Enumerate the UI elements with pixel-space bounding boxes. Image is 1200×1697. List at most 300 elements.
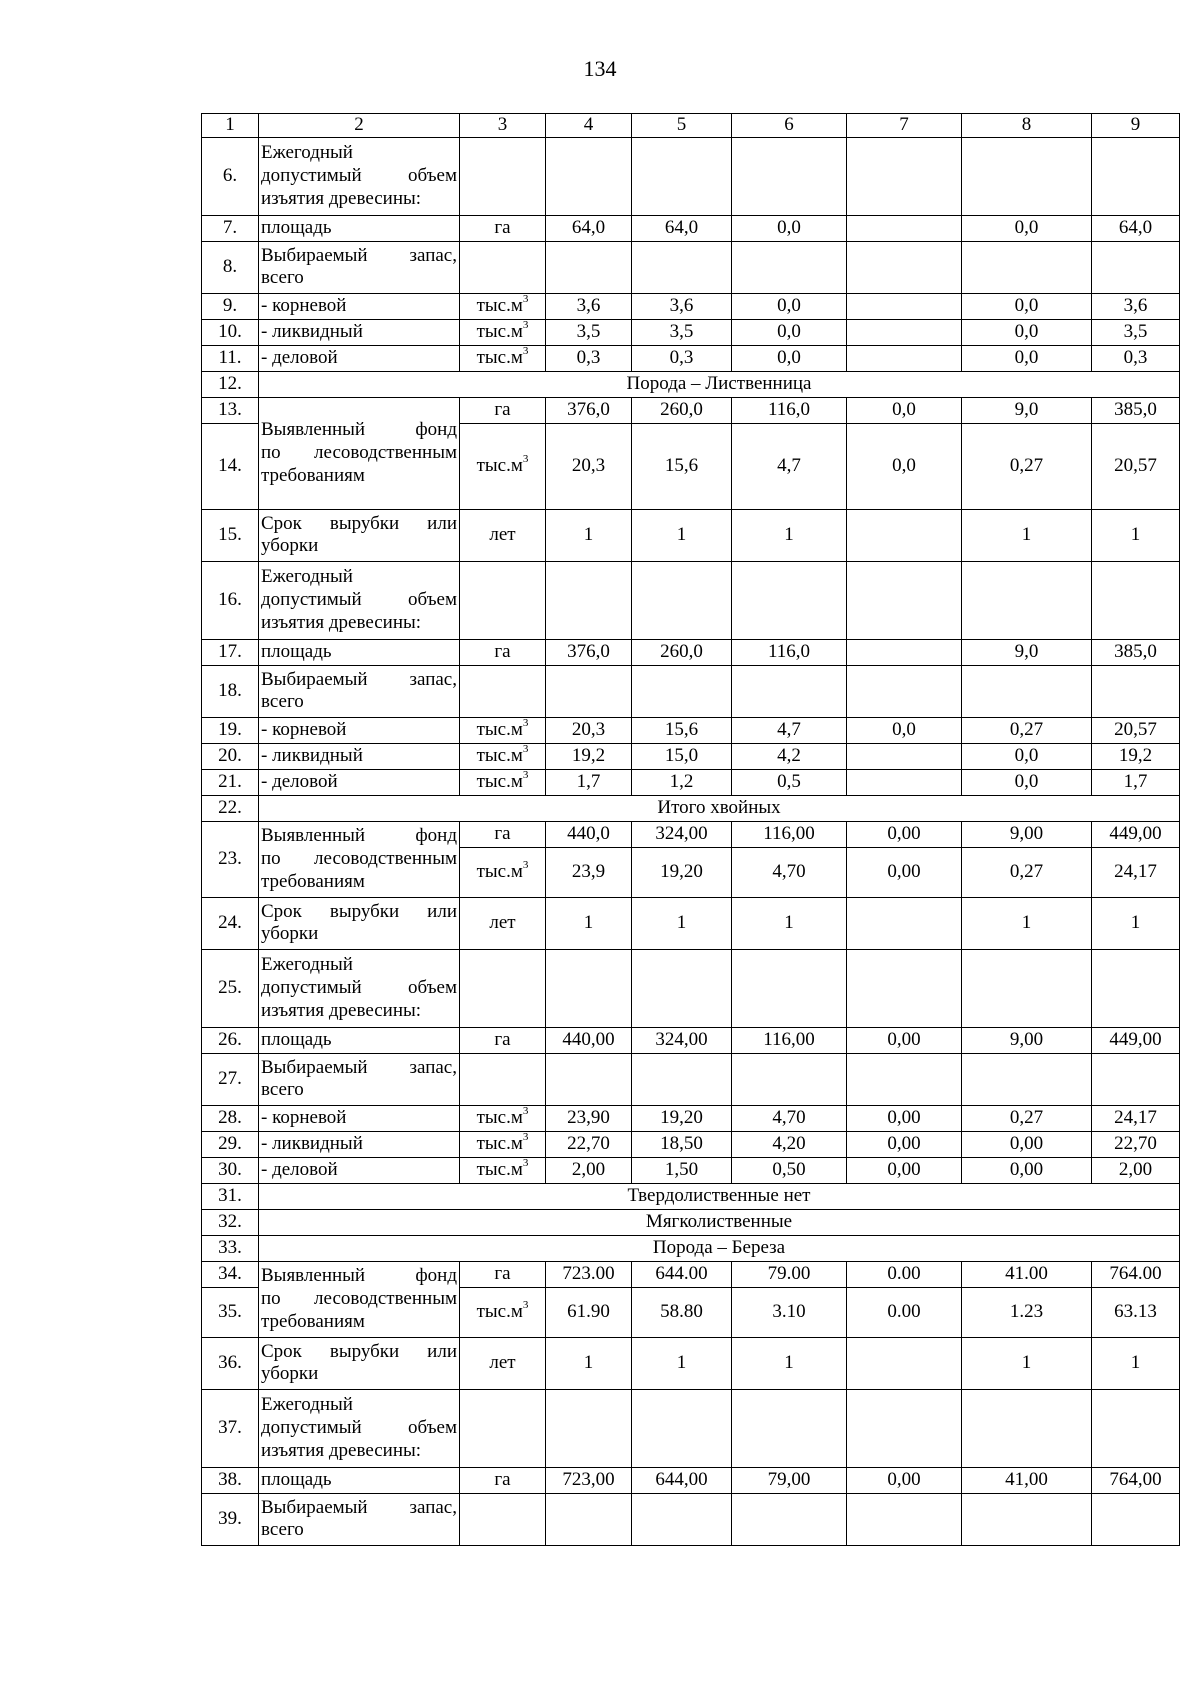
value-cell: 64,0: [1092, 215, 1180, 241]
value-cell: 0,50: [732, 1157, 847, 1183]
value-cell: [1092, 949, 1180, 1027]
value-cell: 15,6: [632, 423, 732, 509]
section-heading: Мягколиственные: [259, 1209, 1180, 1235]
row-label-line: изъятия древесины:: [261, 999, 422, 1021]
unit-cell: [460, 769, 546, 795]
value-cell: [546, 949, 632, 1027]
header-cell: 5: [632, 114, 732, 138]
value-cell: 1: [1092, 509, 1180, 561]
value-cell: 116,0: [732, 639, 847, 665]
value-cell: [546, 1493, 632, 1545]
row-label-line: Выбираемый запас,: [261, 668, 457, 690]
unit-text: тыс.м: [476, 320, 523, 342]
value-cell: [847, 509, 962, 561]
value-cell: 644.00: [632, 1261, 732, 1287]
value-cell: 0,3: [546, 345, 632, 371]
value-cell: 2,00: [1092, 1157, 1180, 1183]
row-label-line: Срок вырубки или: [261, 900, 457, 922]
value-cell: [732, 1053, 847, 1105]
value-cell: [847, 345, 962, 371]
row-label: [259, 1493, 460, 1545]
row-number: 39.: [202, 1493, 259, 1545]
unit-cell: [460, 1157, 546, 1183]
row-number: 23.: [202, 821, 259, 897]
table-row: [202, 1131, 1180, 1157]
row-label-line: по лесоводственным: [261, 441, 457, 463]
value-cell: [962, 561, 1092, 639]
unit-superscript: 3: [522, 743, 529, 755]
unit-cell: [460, 1105, 546, 1131]
unit-superscript: 3: [522, 1105, 529, 1117]
value-cell: [847, 241, 962, 293]
row-label-line: Ежегодный: [261, 566, 353, 588]
value-cell: [847, 1337, 962, 1389]
value-cell: 644,00: [632, 1467, 732, 1493]
value-cell: [1092, 1053, 1180, 1105]
value-cell: 4,2: [732, 743, 847, 769]
value-cell: 1: [546, 509, 632, 561]
table-row: [202, 397, 1180, 423]
table-row: [202, 665, 1180, 717]
row-number: 14.: [202, 423, 259, 509]
row-number: 36.: [202, 1337, 259, 1389]
row-label-line: - деловой: [261, 1158, 338, 1180]
table-row: [202, 137, 1180, 215]
value-cell: [732, 241, 847, 293]
value-cell: [962, 665, 1092, 717]
value-cell: 0,27: [962, 1105, 1092, 1131]
value-cell: 324,00: [632, 821, 732, 847]
value-cell: [962, 137, 1092, 215]
table-row: [202, 795, 1180, 821]
header-cell: 4: [546, 114, 632, 138]
row-label-line: Ежегодный: [261, 1394, 353, 1416]
row-label-line: - корневой: [261, 718, 347, 740]
value-cell: 9,00: [962, 821, 1092, 847]
unit-text: тыс.м: [476, 718, 523, 740]
unit-text: тыс.м: [476, 454, 523, 476]
row-label-line: - деловой: [261, 770, 338, 792]
value-cell: [847, 769, 962, 795]
value-cell: 0,0: [732, 345, 847, 371]
value-cell: 376,0: [546, 639, 632, 665]
row-label: [259, 1053, 460, 1105]
unit-cell: [460, 717, 546, 743]
value-cell: 20,57: [1092, 423, 1180, 509]
value-cell: [546, 665, 632, 717]
value-cell: [732, 1389, 847, 1467]
value-cell: [847, 561, 962, 639]
value-cell: 1: [546, 897, 632, 949]
table-row: [202, 371, 1180, 397]
table-row: [202, 345, 1180, 371]
value-cell: 385,0: [1092, 397, 1180, 423]
row-label-line: уборки: [261, 923, 319, 945]
header-cell: 8: [962, 114, 1092, 138]
unit-cell: [460, 897, 546, 949]
unit-cell: [460, 1467, 546, 1493]
row-label-line: Выявленный фонд: [261, 1265, 457, 1287]
value-cell: 0,00: [962, 1157, 1092, 1183]
table-body: [202, 114, 1180, 1546]
value-cell: [962, 1389, 1092, 1467]
row-label: [259, 561, 460, 639]
value-cell: [962, 1493, 1092, 1545]
row-label-line: изъятия древесины:: [261, 187, 422, 209]
row-label-line: Ежегодный: [261, 142, 353, 164]
value-cell: 19,20: [632, 847, 732, 897]
table-row: [202, 1337, 1180, 1389]
row-label-line: площадь: [261, 640, 332, 662]
header-cell: 2: [259, 114, 460, 138]
unit-cell: [460, 1337, 546, 1389]
value-cell: 79.00: [732, 1261, 847, 1287]
unit-cell: [460, 1287, 546, 1337]
row-label: [259, 397, 460, 509]
table-row: [202, 1235, 1180, 1261]
row-label-line: площадь: [261, 1468, 332, 1490]
unit-text: га: [494, 1028, 511, 1050]
row-label-line: всего: [261, 267, 304, 289]
row-label: [259, 1027, 460, 1053]
value-cell: [847, 137, 962, 215]
value-cell: [1092, 561, 1180, 639]
unit-superscript: 3: [522, 858, 529, 871]
unit-text: тыс.м: [476, 860, 523, 882]
table-row: [202, 897, 1180, 949]
value-cell: 1: [962, 509, 1092, 561]
value-cell: 41,00: [962, 1467, 1092, 1493]
row-number: 34.: [202, 1261, 259, 1287]
value-cell: 20,57: [1092, 717, 1180, 743]
section-heading: Итого хвойных: [259, 795, 1180, 821]
value-cell: [632, 1389, 732, 1467]
row-label: [259, 1157, 460, 1183]
table-row: [202, 949, 1180, 1027]
value-cell: 0,27: [962, 847, 1092, 897]
value-cell: 376,0: [546, 397, 632, 423]
value-cell: [962, 1053, 1092, 1105]
row-label: [259, 897, 460, 949]
value-cell: [732, 1493, 847, 1545]
value-cell: 19,20: [632, 1105, 732, 1131]
value-cell: 764,00: [1092, 1467, 1180, 1493]
unit-cell: [460, 1131, 546, 1157]
value-cell: 0,3: [632, 345, 732, 371]
unit-text: лет: [489, 523, 516, 545]
value-cell: [546, 241, 632, 293]
value-cell: 1: [962, 1337, 1092, 1389]
value-cell: 20,3: [546, 423, 632, 509]
unit-text: га: [494, 216, 511, 238]
row-number: 9.: [202, 293, 259, 319]
value-cell: 3,5: [632, 319, 732, 345]
value-cell: [632, 949, 732, 1027]
unit-cell: [460, 1261, 546, 1287]
row-label-line: по лесоводственным: [261, 1287, 457, 1309]
value-cell: 41.00: [962, 1261, 1092, 1287]
value-cell: 385,0: [1092, 639, 1180, 665]
unit-superscript: 3: [522, 717, 529, 729]
value-cell: [732, 137, 847, 215]
row-label-line: требованиям: [261, 1310, 365, 1332]
row-label-line: допустимый объем: [261, 976, 457, 998]
unit-cell: [460, 137, 546, 215]
header-cell: 3: [460, 114, 546, 138]
value-cell: 0,00: [847, 1131, 962, 1157]
row-label: [259, 821, 460, 897]
row-label: [259, 769, 460, 795]
unit-text: тыс.м: [476, 346, 523, 368]
value-cell: 61.90: [546, 1287, 632, 1337]
value-cell: 1,7: [1092, 769, 1180, 795]
value-cell: [847, 743, 962, 769]
row-label: [259, 241, 460, 293]
unit-text: тыс.м: [476, 1300, 523, 1322]
unit-text: га: [494, 398, 511, 420]
value-cell: [546, 1389, 632, 1467]
value-cell: 1: [632, 509, 732, 561]
value-cell: [632, 241, 732, 293]
value-cell: 116,0: [732, 397, 847, 423]
value-cell: 4,7: [732, 717, 847, 743]
row-label-line: площадь: [261, 1028, 332, 1050]
row-label: [259, 1105, 460, 1131]
table-row: [202, 743, 1180, 769]
unit-superscript: 3: [522, 452, 529, 465]
unit-cell: [460, 1389, 546, 1467]
row-label-line: требованиям: [261, 870, 365, 892]
unit-text: тыс.м: [476, 294, 523, 316]
section-heading: Порода – Лиственница: [259, 371, 1180, 397]
value-cell: 1: [1092, 1337, 1180, 1389]
table-row: [202, 639, 1180, 665]
value-cell: 0,00: [847, 1467, 962, 1493]
value-cell: 0,0: [847, 423, 962, 509]
table-row: [202, 319, 1180, 345]
value-cell: 19,2: [546, 743, 632, 769]
value-cell: [632, 665, 732, 717]
value-cell: 1,50: [632, 1157, 732, 1183]
row-number: 27.: [202, 1053, 259, 1105]
value-cell: 1: [962, 897, 1092, 949]
table-row: [202, 821, 1180, 847]
value-cell: [632, 1053, 732, 1105]
value-cell: [847, 897, 962, 949]
value-cell: [732, 665, 847, 717]
value-cell: 1: [732, 897, 847, 949]
value-cell: 18,50: [632, 1131, 732, 1157]
value-cell: 0,0: [962, 215, 1092, 241]
value-cell: 0,0: [962, 319, 1092, 345]
row-label-line: Выбираемый запас,: [261, 1496, 457, 1518]
value-cell: 3,6: [546, 293, 632, 319]
table-row: [202, 1209, 1180, 1235]
value-cell: 0,00: [847, 821, 962, 847]
value-cell: 23,90: [546, 1105, 632, 1131]
table-row: [202, 1467, 1180, 1493]
value-cell: [847, 665, 962, 717]
row-label-line: - деловой: [261, 346, 338, 368]
row-number: 32.: [202, 1209, 259, 1235]
row-number: 8.: [202, 241, 259, 293]
row-label-line: Ежегодный: [261, 954, 353, 976]
value-cell: 1.23: [962, 1287, 1092, 1337]
value-cell: 3,6: [1092, 293, 1180, 319]
value-cell: 64,0: [632, 215, 732, 241]
value-cell: 0,0: [962, 769, 1092, 795]
value-cell: 9,0: [962, 397, 1092, 423]
value-cell: 260,0: [632, 639, 732, 665]
unit-superscript: 3: [522, 345, 529, 357]
value-cell: [1092, 1389, 1180, 1467]
table-row: [202, 1105, 1180, 1131]
header-row: [202, 114, 1180, 138]
row-label: [259, 293, 460, 319]
unit-text: лет: [489, 911, 516, 933]
row-label-line: - ликвидный: [261, 1132, 363, 1154]
unit-text: га: [494, 640, 511, 662]
unit-text: га: [494, 1262, 511, 1284]
value-cell: 4,70: [732, 1105, 847, 1131]
header-cell: 9: [1092, 114, 1180, 138]
row-number: 33.: [202, 1235, 259, 1261]
value-cell: 3,5: [1092, 319, 1180, 345]
unit-text: га: [494, 822, 511, 844]
value-cell: [847, 1493, 962, 1545]
value-cell: 0,0: [962, 743, 1092, 769]
value-cell: [1092, 137, 1180, 215]
header-cell: 1: [202, 114, 259, 138]
table-row: [202, 1183, 1180, 1209]
row-number: 21.: [202, 769, 259, 795]
row-number: 35.: [202, 1287, 259, 1337]
row-number: 16.: [202, 561, 259, 639]
row-number: 25.: [202, 949, 259, 1027]
unit-cell: [460, 423, 546, 509]
row-label: [259, 665, 460, 717]
row-label: [259, 949, 460, 1027]
value-cell: [847, 949, 962, 1027]
row-label-line: - ликвидный: [261, 744, 363, 766]
value-cell: 440,0: [546, 821, 632, 847]
row-number: 7.: [202, 215, 259, 241]
unit-text: лет: [489, 1351, 516, 1373]
row-label-line: Срок вырубки или: [261, 1340, 457, 1362]
row-number: 13.: [202, 397, 259, 423]
row-label: [259, 1467, 460, 1493]
row-number: 31.: [202, 1183, 259, 1209]
row-label-line: допустимый объем: [261, 1416, 457, 1438]
value-cell: 9,0: [962, 639, 1092, 665]
value-cell: [1092, 1493, 1180, 1545]
table-row: [202, 293, 1180, 319]
value-cell: [632, 1493, 732, 1545]
page-number: 134: [583, 56, 617, 81]
row-number: 15.: [202, 509, 259, 561]
row-label: [259, 215, 460, 241]
row-number: 24.: [202, 897, 259, 949]
row-number: 29.: [202, 1131, 259, 1157]
row-number: 30.: [202, 1157, 259, 1183]
table-row: [202, 1493, 1180, 1545]
unit-superscript: 3: [522, 293, 529, 305]
row-label: [259, 509, 460, 561]
row-label: [259, 319, 460, 345]
value-cell: [546, 1053, 632, 1105]
row-label: [259, 345, 460, 371]
value-cell: 0,00: [847, 847, 962, 897]
value-cell: 22,70: [1092, 1131, 1180, 1157]
row-label-line: изъятия древесины:: [261, 611, 422, 633]
table-row: [202, 215, 1180, 241]
value-cell: 116,00: [732, 821, 847, 847]
value-cell: 449,00: [1092, 1027, 1180, 1053]
unit-superscript: 3: [522, 319, 529, 331]
value-cell: 0,0: [732, 293, 847, 319]
row-label: [259, 1131, 460, 1157]
row-label-line: - корневой: [261, 294, 347, 316]
row-number: 12.: [202, 371, 259, 397]
row-number: 22.: [202, 795, 259, 821]
unit-superscript: 3: [522, 1157, 529, 1169]
row-label: [259, 1261, 460, 1337]
value-cell: [847, 319, 962, 345]
value-cell: 260,0: [632, 397, 732, 423]
value-cell: 0,0: [732, 215, 847, 241]
value-cell: 79,00: [732, 1467, 847, 1493]
row-number: 18.: [202, 665, 259, 717]
value-cell: 764.00: [1092, 1261, 1180, 1287]
section-heading: Порода – Береза: [259, 1235, 1180, 1261]
value-cell: 4,70: [732, 847, 847, 897]
row-label-line: Выявленный фонд: [261, 825, 457, 847]
value-cell: [632, 561, 732, 639]
unit-cell: [460, 319, 546, 345]
table-row: [202, 509, 1180, 561]
value-cell: 0,27: [962, 717, 1092, 743]
value-cell: 723,00: [546, 1467, 632, 1493]
value-cell: 22,70: [546, 1131, 632, 1157]
value-cell: 0,00: [962, 1131, 1092, 1157]
value-cell: 2,00: [546, 1157, 632, 1183]
table-row: [202, 769, 1180, 795]
value-cell: 9,00: [962, 1027, 1092, 1053]
unit-cell: [460, 293, 546, 319]
value-cell: 0.00: [847, 1287, 962, 1337]
value-cell: [1092, 665, 1180, 717]
value-cell: 23,9: [546, 847, 632, 897]
header-cell: 7: [847, 114, 962, 138]
value-cell: 0,0: [847, 397, 962, 423]
value-cell: 15,0: [632, 743, 732, 769]
value-cell: [847, 1053, 962, 1105]
table-row: [202, 1261, 1180, 1287]
row-number: 38.: [202, 1467, 259, 1493]
value-cell: 20,3: [546, 717, 632, 743]
value-cell: [847, 1389, 962, 1467]
unit-cell: [460, 1027, 546, 1053]
value-cell: 64,0: [546, 215, 632, 241]
row-label-line: допустимый объем: [261, 164, 457, 186]
row-number: 6.: [202, 137, 259, 215]
unit-cell: [460, 561, 546, 639]
value-cell: [546, 137, 632, 215]
row-label-line: - ликвидный: [261, 320, 363, 342]
header-cell: 6: [732, 114, 847, 138]
table-row: [202, 1157, 1180, 1183]
row-number: 10.: [202, 319, 259, 345]
